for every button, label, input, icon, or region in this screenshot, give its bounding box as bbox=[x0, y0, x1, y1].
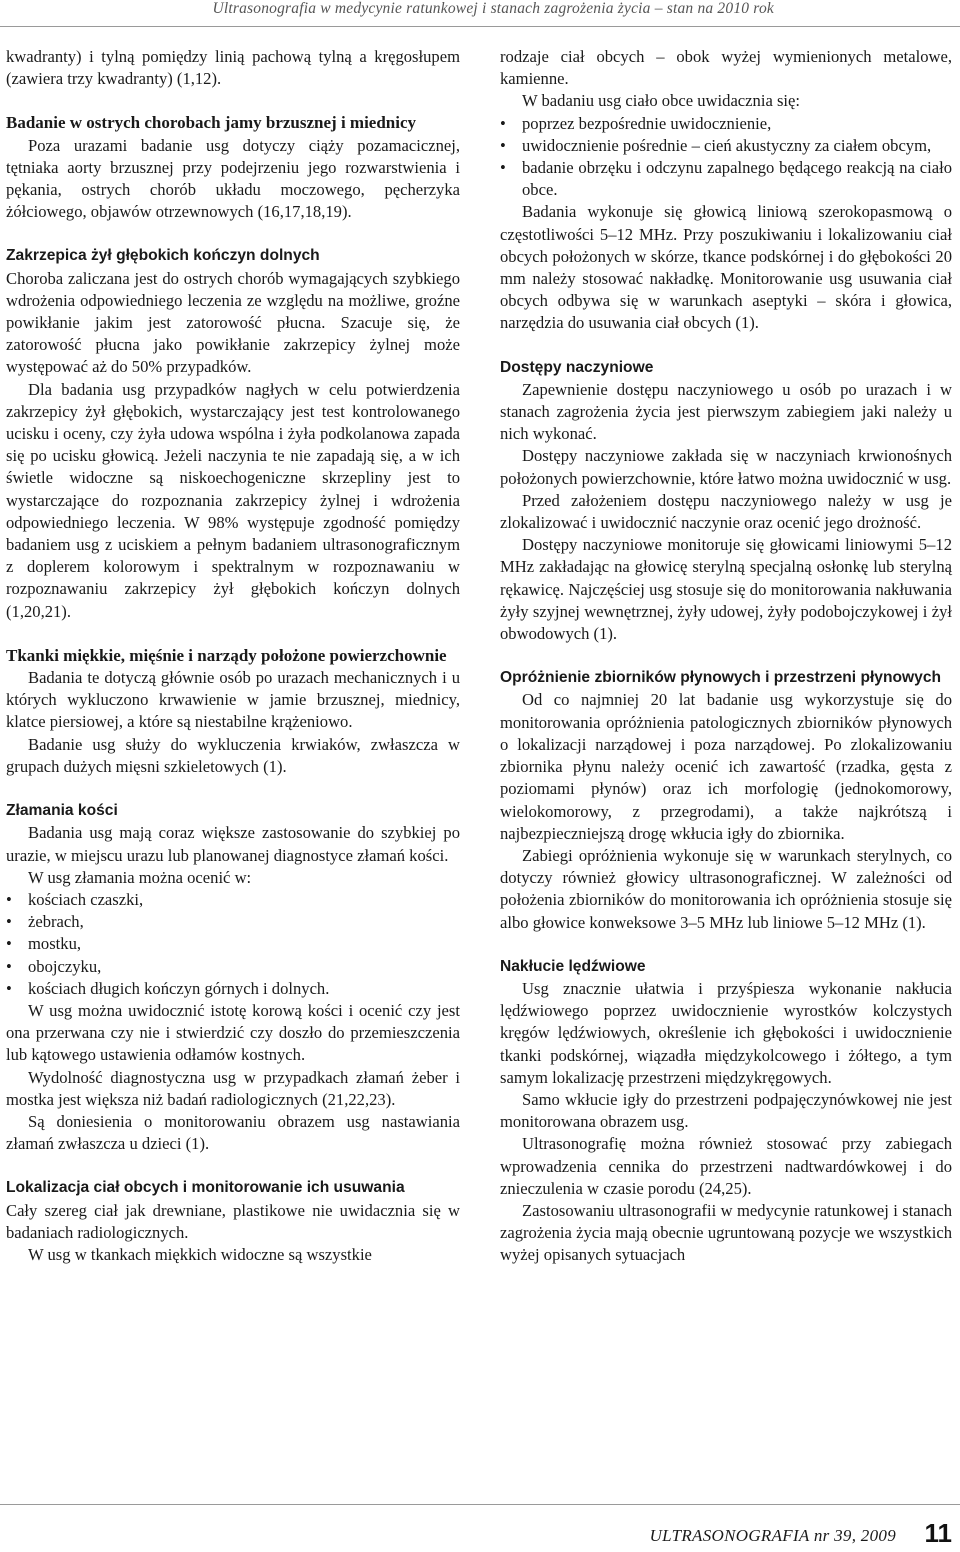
paragraph: Zabiegi opróżnienia wykonuje się w warunkach sterylnych, co dotyczy również głowicy ultrasonograficznej. W zależności od położenia zbiorników do monitorowania ich opróżnienia stosuje się albo głowice konweksowe 3–5 MHz lub liniowe 5–12 MHz (1). bbox=[500, 845, 952, 932]
section-heading-abdomen: Badanie w ostrych chorobach jamy brzusznej i miednicy bbox=[6, 113, 417, 133]
right-column bbox=[500, 46, 952, 1267]
paragraph: Cały szereg ciał jak drewniane, plastikowe nie uwidacznia się w badaniach radiologicznych. bbox=[6, 1200, 460, 1242]
paragraph: Dostępy naczyniowe monitoruje się głowicami liniowymi 5–12 MHz zakładając na głowicę sterylną specjalną osłonkę lub sterylną rękawicę. Najczęściej usg stosuje się do monitorowania nakłuwania żyły szyjnej wewnętrznej, żyły udowej, żyły podobojczykowej i żył obwodowych (1). bbox=[500, 535, 952, 644]
paragraph: Badania te dotyczą głównie osób po urazach mechanicznych i u których wykluczono krwawienie w jamie brzusznej, miednicy, klatce piersiowej, a które są niestabilne krążeniowo. bbox=[6, 668, 460, 732]
paragraph: rodzaje ciał obcych – obok wyżej wymienionych metalowe, kamienne. bbox=[500, 47, 952, 89]
paragraph: Zapewnienie dostępu naczyniowego u osób po urazach i w stanach zagrożenia życia jest pierwszym zabiegiem jaki należy u nich wykonać. bbox=[500, 379, 952, 444]
bullet-icon: • bbox=[500, 113, 506, 133]
paragraph: Samo wkłucie igły do przestrzeni podpajęczynówkowej nie jest monitorowana obrazem usg. bbox=[500, 1089, 952, 1132]
bullet-icon: • bbox=[6, 956, 12, 976]
paragraph: W usg można uwidocznić istotę korową kości i ocenić czy jest ona przerwana czy nie i stwierdzić czy doszło do przemieszczenia lub kątowego ustawienia odłamów kostnych. bbox=[6, 1000, 460, 1065]
bullet-icon: • bbox=[500, 135, 506, 155]
section-heading-vascular-access: Dostępy naczyniowe bbox=[500, 358, 654, 376]
bullet-icon: • bbox=[500, 158, 506, 178]
running-header bbox=[0, 0, 960, 22]
paragraph: Przed założeniem dostępu naczyniowego należy w usg je zlokalizować i uwidocznić naczynie oraz ocenić jego drożność. bbox=[500, 490, 952, 533]
paragraph: Badanie usg służy do wykluczenia krwiaków, zwłaszcza w grupach dużych mięsni szkieletowych (1). bbox=[6, 734, 460, 776]
running-title: Ultrasonografia w medycynie ratunkowej i stanach zagrożenia życia – stan na 2010 rok bbox=[212, 0, 774, 17]
section-heading-dvt: Zakrzepica żył głębokich kończyn dolnych bbox=[6, 247, 320, 265]
paragraph: Badania wykonuje się głowicą liniową szerokopasmową o częstotliwości 5–12 MHz. Przy poszukiwaniu i lokalizowaniu ciał obcych położonych w skórze, tkance podskórnej i do głębokości 20 mm należy stosować nakładkę. Monitorowanie usg usuwania ciał obcych odbywa się w warunkach aseptyki – skóra i głowica, narzędzia do usuwania ciał obcych (1). bbox=[500, 202, 952, 333]
paragraph: W usg złamania można ocenić w: bbox=[28, 867, 252, 887]
paragraph: Badania usg mają coraz większe zastosowanie do szybkiej po urazie, w miejscu urazu lub planowanej diagnostyce złamań kości. bbox=[6, 823, 460, 865]
paragraph: Są doniesienia o monitorowaniu obrazem usg nastawiania złamań zwłaszcza u dzieci (1). bbox=[6, 1111, 460, 1154]
section-heading-fractures: Złamania kości bbox=[6, 802, 118, 820]
fracture-list bbox=[6, 889, 460, 1000]
list-item: • żebrach, bbox=[6, 911, 460, 933]
bullet-icon: • bbox=[6, 912, 12, 932]
list-item: • obojczyku, bbox=[6, 956, 460, 978]
foreign-body-list bbox=[500, 113, 952, 202]
paragraph: Choroba zaliczana jest do ostrych chorób wymagających szybkiego wdrożenia odpowiedniego leczenia ze względu na możliwe, groźne powikłanie jakim jest zatorowość płucna. Szacuje się, że zatorowość płucna jako powikłanie zakrzepicy żylnej może występować aż do 50% przypadków. bbox=[6, 268, 460, 377]
paragraph: Usg znacznie ułatwia i przyśpiesza wykonanie nakłucia lędźwiowego poprzez uwidocznienie wyrostków kolczystych kręgów lędźwiowych, określenie ich głębokości i uwidocznienie tkanki podskórnej, wiązadła międzykolcowego i żółtego, a tym samym lokalizację przestrzeni międzykręgowych. bbox=[500, 978, 952, 1087]
paragraph: Ultrasonografię można również stosować przy zabiegach wprowadzenia cennika do przestrzeni nadtwardówkowej i do znieczulenia w czasie porodu (24,25). bbox=[500, 1134, 952, 1198]
bullet-icon: • bbox=[6, 934, 12, 954]
paragraph: W badaniu usg ciało obce uwidacznia się: bbox=[522, 91, 801, 111]
paragraph: W usg w tkankach miękkich widoczne są wszystkie bbox=[28, 1244, 372, 1264]
paragraph: Od co najmniej 20 lat badanie usg wykorzystuje się do monitorowania opróżnienia patologicznych zbiorników płynowych o lokalizacji narządowej i poza narządowej. Po zlokalizowaniu zbiornika płynu należy ocenić ich zawartość (rzadka, gęsta z poziomami płynów) oraz ich morfologię (jednokomorowy, wielokomorowy, z przegrodami), a także najkrótszą i najbezpieczniejszą drogę wkłucia igły do zbiornika. bbox=[500, 690, 952, 843]
list-item: • mostku, bbox=[6, 933, 460, 955]
bullet-icon: • bbox=[6, 978, 12, 998]
list-item: • kościach czaszki, bbox=[6, 889, 460, 911]
list-item: • poprzez bezpośrednie uwidocznienie, bbox=[500, 113, 952, 135]
bullet-icon: • bbox=[6, 889, 12, 909]
page-number: 11 bbox=[924, 1518, 952, 1548]
paragraph: Dostępy naczyniowe zakłada się w naczyniach krwionośnych położonych powierzchownie, które łatwo można uwidocznić w usg. bbox=[500, 446, 952, 488]
list-item: • kościach długich kończyn górnych i dolnych. bbox=[6, 978, 460, 1000]
list-item: • uwidocznienie pośrednie – cień akustyczny za ciałem obcym, bbox=[500, 135, 952, 157]
section-heading-soft-tissue: Tkanki miękkie, mięśnie i narządy położone powierzchownie bbox=[6, 645, 447, 665]
paragraph: Poza urazami badanie usg dotyczy ciąży pozamacicznej, tętniaka aorty brzusznej przy podejrzeniu jego rozwarstwienia i pękania, ostrych chorób układu moczowego, pęcherzyka żółciowego, objawów otrzewnowych (16,17,18,19). bbox=[6, 135, 460, 222]
header-rule bbox=[0, 26, 960, 27]
section-heading-fluid-drainage: Opróżnienie zbiorników płynowych i przestrzeni płynowych bbox=[500, 669, 942, 687]
list-item: • badanie obrzęku i odczynu zapalnego będącego reakcją na ciało obce. bbox=[500, 158, 952, 200]
paragraph: kwadranty) i tylną pomiędzy linią pachową tylną a kręgosłupem (zawiera trzy kwadranty) (1,12). bbox=[6, 47, 460, 89]
section-heading-foreign-bodies: Lokalizacja ciał obcych i monitorowanie ich usuwania bbox=[6, 1179, 405, 1197]
section-heading-lumbar-puncture: Nakłucie lędźwiowe bbox=[500, 957, 646, 975]
footer-rule bbox=[0, 1504, 960, 1505]
paragraph: Dla badania usg przypadków nagłych w celu potwierdzenia zakrzepicy żył głębokich, wystarczający jest test kontrolowanego ucisku i oceny, czy żyła udowa wspólna i żyła podkolanowa zapada się po ucisku głowicą. Jeżeli naczynia te nie zapadają się, a w ich świetle widoczne są niskoechogeniczne skrzepliny jest to wystarczające do rozpoznania zakrzepicy żylnej i wdrożenia odpowiedniego leczenia. W 98% występuje zgodność pomiędzy badaniem usg z uciskiem a pełnym badaniem ultrasonograficznym z doplerem kolorowym i spektralnym w rozpoznawaniu w rozpoznawaniu zakrzepicy żył głębokich kończyn dolnych (1,20,21). bbox=[6, 379, 460, 621]
paragraph: Zastosowaniu ultrasonografii w medycynie ratunkowej i stanach zagrożenia życia mają obecnie ugruntowaną pozycje we wszystkich wyżej opisanych sytuacjach bbox=[500, 1200, 952, 1265]
journal-name: ULTRASONOGRAFIA nr 39, 2009 bbox=[649, 1526, 896, 1545]
paragraph: Wydolność diagnostyczna usg w przypadkach złamań żeber i mostka jest większa niż badań radiologicznych (21,22,23). bbox=[6, 1067, 460, 1109]
left-column bbox=[6, 46, 460, 1266]
